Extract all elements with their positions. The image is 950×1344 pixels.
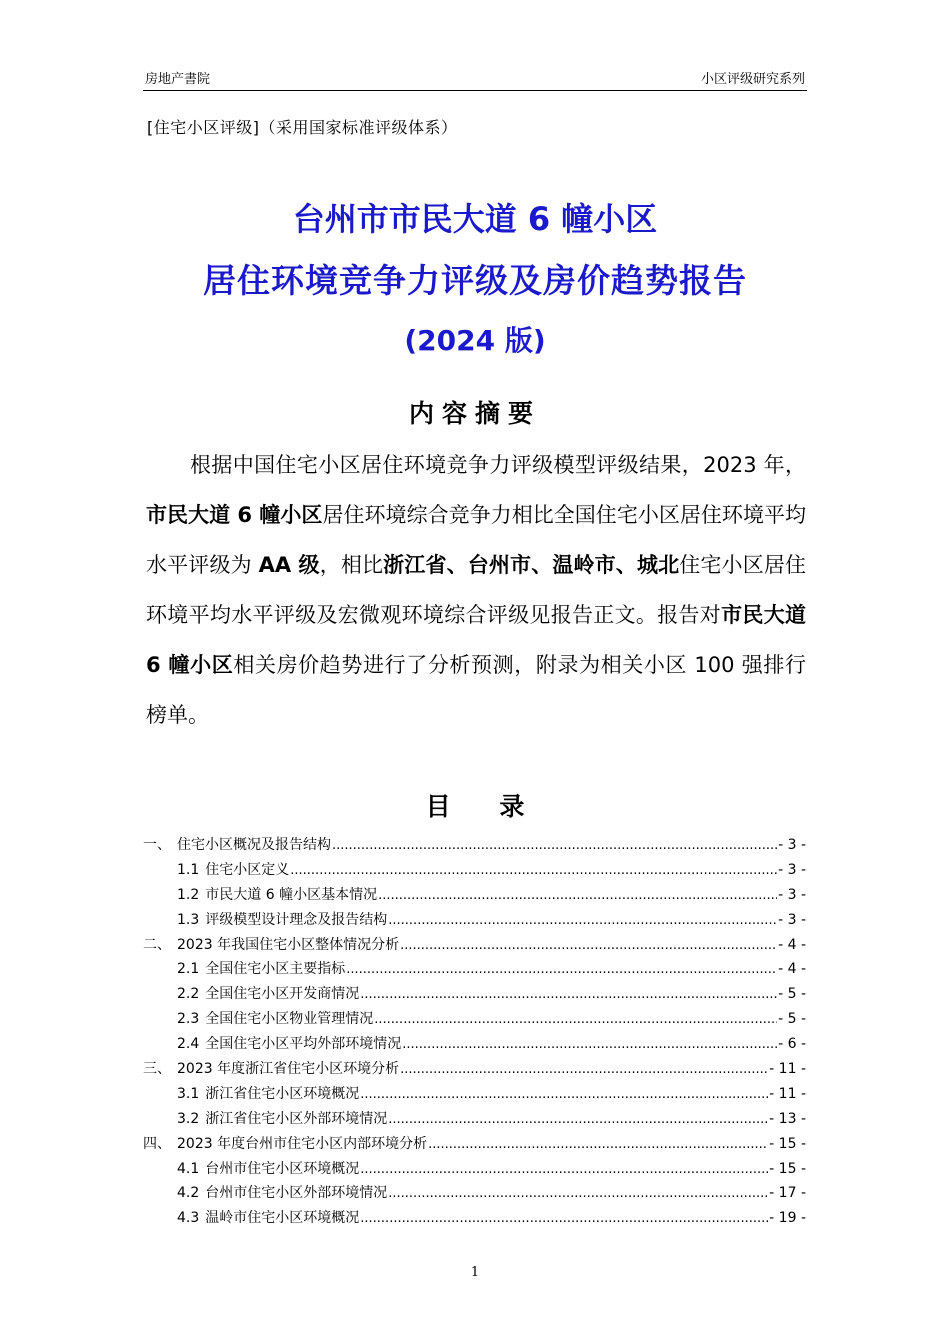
toc-entry-label: 2023 年度台州市住宅小区内部环境分析 — [177, 1135, 428, 1152]
toc-entry-label: 台州市住宅小区外部环境情况 — [205, 1185, 388, 1202]
report-edition: (2024 版) — [404, 324, 546, 357]
toc-entry-label: 浙江省住宅小区环境概况 — [205, 1085, 360, 1102]
toc-entry[interactable] — [143, 833, 806, 858]
toc-entry-page: - 15 - — [769, 1160, 806, 1177]
toc-entry[interactable] — [143, 982, 806, 1007]
toc-entry[interactable] — [143, 1057, 806, 1082]
toc-entry-number: 4.1 — [177, 1160, 200, 1177]
toc-leader-dots — [388, 1181, 768, 1207]
toc-entry[interactable] — [143, 1132, 806, 1157]
toc-entry[interactable] — [143, 1157, 806, 1182]
report-title-line-2: 居住环境竞争力评级及房价趋势报告 — [203, 261, 747, 300]
toc-entry-page: - 4 - — [778, 936, 806, 953]
abstract-text-3: ，相比 — [319, 553, 384, 577]
toc-entry[interactable] — [143, 1107, 806, 1132]
toc-entry-page: - 6 - — [778, 1036, 806, 1053]
toc-entry-number: 1.3 — [177, 911, 200, 928]
toc-entry-number: 2.1 — [177, 961, 200, 978]
toc-entry-page: - 13 - — [769, 1110, 806, 1127]
toc-entry-number: 2.3 — [177, 1011, 200, 1028]
toc-leader-dots — [360, 982, 777, 1008]
toc-entry-number: 3.2 — [177, 1110, 200, 1127]
toc-leader-dots — [332, 833, 777, 859]
toc-entry-number: 2.2 — [177, 986, 200, 1003]
abstract-bold-regions: 浙江省、台州市、温岭市、城北 — [383, 553, 680, 577]
toc-entry-label: 全国住宅小区开发商情况 — [205, 986, 360, 1003]
abstract-text-1: 根据中国住宅小区居住环境竞争力评级模型评级结果，2023 年， — [190, 453, 806, 477]
toc-entry-number: 一、 — [143, 837, 171, 853]
toc-entry[interactable] — [143, 1032, 806, 1057]
toc-entry-label: 市民大道 6 幢小区基本情况 — [205, 886, 378, 903]
toc-entry-page: - 11 - — [769, 1085, 806, 1102]
toc-leader-dots — [290, 858, 777, 884]
toc-leader-dots — [374, 1007, 777, 1033]
header-right-text: 小区评级研究系列 — [700, 72, 805, 87]
toc-entry-page: - 3 - — [778, 911, 806, 928]
toc-entry-number: 二、 — [143, 936, 171, 953]
toc-entry[interactable] — [143, 933, 806, 958]
toc-entry[interactable] — [143, 883, 806, 908]
toc-leader-dots — [378, 883, 777, 909]
toc-leader-dots — [388, 908, 777, 934]
toc-entry[interactable] — [143, 1082, 806, 1107]
toc-entry-page: - 15 - — [769, 1135, 806, 1152]
toc-leader-dots — [428, 1132, 768, 1158]
toc-entry-label: 2023 年度浙江省住宅小区环境分析 — [177, 1061, 400, 1078]
toc-leader-dots — [360, 1082, 768, 1108]
toc-entry-number: 4.3 — [177, 1210, 200, 1227]
toc-entry-number: 2.4 — [177, 1036, 200, 1053]
toc-entry[interactable] — [143, 957, 806, 982]
toc-leader-dots — [402, 1032, 777, 1058]
toc-entry-page: - 11 - — [769, 1061, 806, 1078]
toc-leader-dots — [360, 1157, 768, 1183]
report-title-line-1: 台州市市民大道 6 幢小区 — [292, 200, 658, 238]
toc-entry-page: - 3 - — [778, 861, 806, 878]
toc-entry-label: 全国住宅小区物业管理情况 — [205, 1011, 374, 1028]
toc-entry-label: 全国住宅小区平均外部环境情况 — [205, 1036, 402, 1053]
header-left-text: 房地产書院 — [145, 72, 211, 87]
toc-entry-page: - 3 - — [778, 837, 806, 853]
toc-leader-dots — [360, 1206, 768, 1232]
toc-entry[interactable] — [143, 1007, 806, 1032]
toc-entry-page: - 19 - — [769, 1210, 806, 1227]
abstract-text-2: 居住环境综合竞争力相比全国住宅小区居住环境平均水平评级为 — [146, 503, 807, 577]
toc-entry-number: 三、 — [143, 1061, 171, 1078]
toc-entry-label: 台州市住宅小区环境概况 — [205, 1160, 360, 1177]
toc-leader-dots — [388, 1107, 768, 1133]
page-header — [143, 64, 807, 91]
toc-entry-label: 温岭市住宅小区环境概况 — [205, 1210, 360, 1227]
toc-entry-page: - 5 - — [778, 986, 806, 1003]
toc-entry-number: 4.2 — [177, 1185, 200, 1202]
page-number: 1 — [470, 1265, 480, 1280]
toc-entry-page: - 4 - — [778, 961, 806, 978]
toc-leader-dots — [400, 933, 777, 959]
abstract-text-5: 相关房价趋势进行了分析预测，附录为相关小区 100 强排行榜单。 — [146, 653, 806, 727]
toc-entry-number: 1.1 — [177, 861, 200, 878]
toc-entry-label: 浙江省住宅小区外部环境情况 — [205, 1110, 388, 1127]
toc-entry-label: 全国住宅小区主要指标 — [205, 961, 346, 978]
toc-entry-page: - 3 - — [778, 886, 806, 903]
toc-entry[interactable] — [143, 908, 806, 933]
toc-entry[interactable] — [143, 1181, 806, 1206]
toc-entry-label: 住宅小区定义 — [205, 861, 290, 878]
abstract-bold-rating: AA 级 — [258, 553, 320, 577]
toc-leader-dots — [346, 957, 777, 983]
toc-entry-number: 四、 — [143, 1135, 171, 1152]
abstract-bold-community-1: 市民大道 6 幢小区 — [146, 503, 323, 527]
abstract-bold-community-2: 市民大道 6 幢小区 — [146, 603, 807, 677]
abstract-heading: 内容摘要 — [408, 399, 541, 428]
toc-entry-label: 评级模型设计理念及报告结构 — [205, 911, 388, 928]
toc-entry[interactable] — [143, 858, 806, 883]
toc-heading: 目 录 — [425, 792, 545, 821]
toc-entry-number: 1.2 — [177, 886, 200, 903]
toc-entry-page: - 17 - — [769, 1185, 806, 1202]
abstract-text-4: 住宅小区居住环境平均水平评级及宏微观环境综合评级见报告正文。报告对 — [146, 553, 806, 627]
toc-entry[interactable] — [143, 1206, 806, 1231]
rating-category-tag: [住宅小区评级]（采用国家标准评级体系） — [147, 118, 458, 137]
toc-leader-dots — [400, 1057, 768, 1083]
toc-entry-label: 2023 年我国住宅小区整体情况分析 — [177, 936, 400, 953]
toc-entry-label: 住宅小区概况及报告结构 — [177, 837, 331, 853]
table-of-contents — [143, 833, 806, 1231]
abstract-paragraph — [146, 440, 806, 740]
toc-entry-page: - 5 - — [778, 1011, 806, 1028]
toc-entry-number: 3.1 — [177, 1085, 200, 1102]
